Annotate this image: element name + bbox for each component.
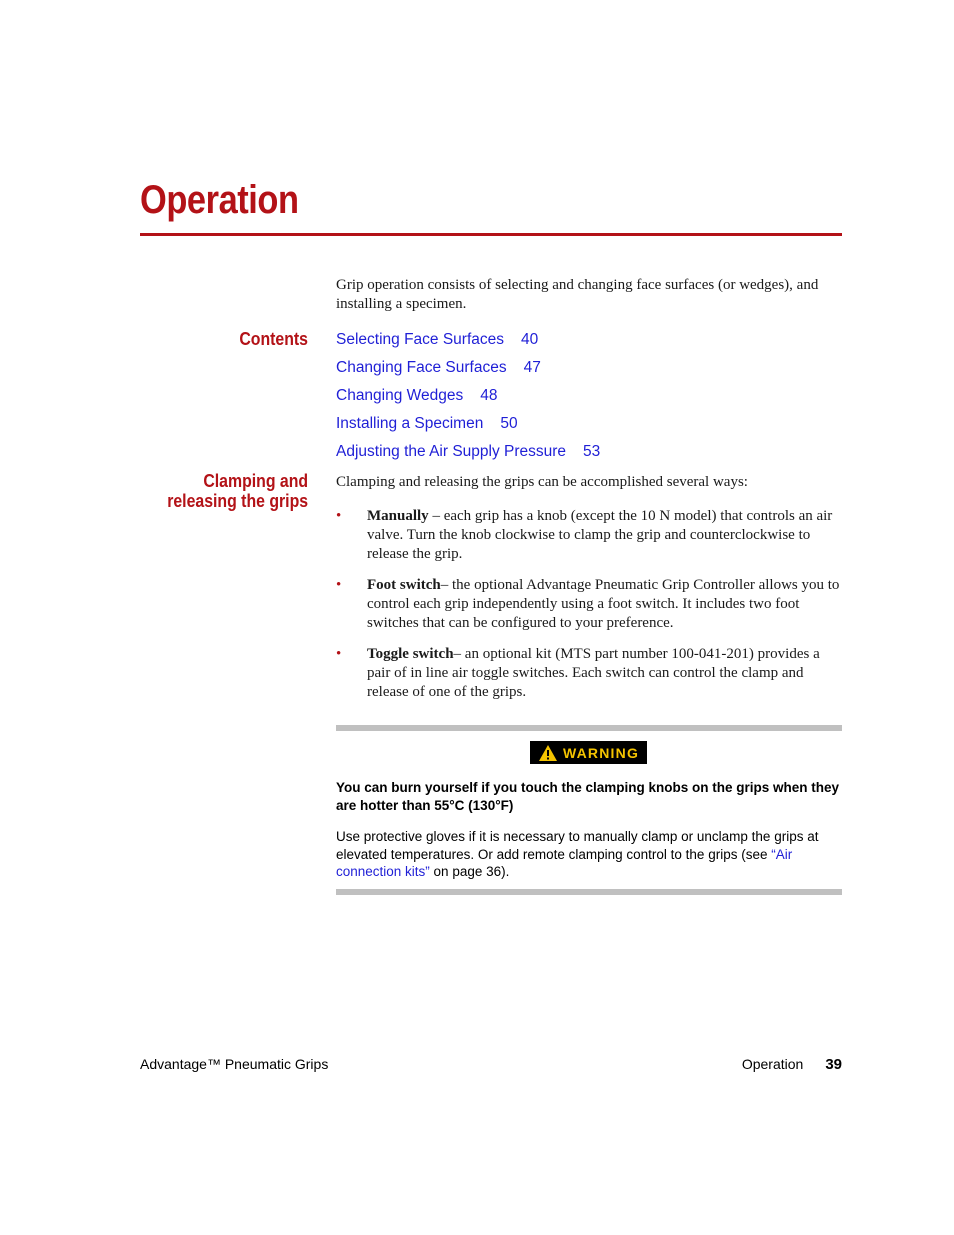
clamping-methods-list (336, 507, 842, 714)
warning-body: Use protective gloves if it is necessary to manually clamp or unclamp the grips at elevated temperatures. Or add remote clamping control to the grips (see “Air connection kits” on page 36). (336, 829, 819, 879)
bullet-text: – an optional kit (MTS part number 100-041-201) provides a pair of in line air toggle switches. Each switch can control the clamp and release of one of the grips. (367, 646, 820, 700)
contents-heading: Contents (239, 329, 308, 349)
warning-badge (530, 741, 647, 764)
page-title: Operation (140, 178, 299, 222)
footer-book-title: Advantage™ Pneumatic Grips (140, 1056, 329, 1072)
toc-link-installing-a-specimen[interactable]: Installing a Specimen 50 (336, 415, 518, 432)
intro-paragraph: Grip operation consists of selecting and changing face surfaces (or wedges), and installing a specimen. (336, 277, 819, 312)
clamping-intro: Clamping and releasing the grips can be accomplished several ways: (336, 474, 748, 490)
bullet-term: Toggle switch (367, 646, 454, 662)
bullet-icon: • (336, 508, 342, 524)
clamping-heading-line1: Clamping and (203, 471, 308, 491)
warning-bottom-rule (336, 889, 842, 895)
warning-headline: You can burn yourself if you touch the clamping knobs on the grips when they are hotter than 55°C (130°F) (336, 780, 840, 813)
page-number: 39 (825, 1056, 842, 1073)
warning-triangle-icon (538, 744, 558, 762)
list-item (336, 645, 842, 702)
bullet-term: Foot switch (367, 577, 441, 593)
toc-link-changing-wedges[interactable]: Changing Wedges 48 (336, 387, 498, 404)
list-item (336, 576, 842, 633)
bullet-icon: • (336, 646, 342, 662)
bullet-term: Manually (367, 508, 429, 524)
toc-link-adjusting-air-supply-pressure[interactable]: Adjusting the Air Supply Pressure 53 (336, 443, 601, 460)
title-rule (140, 233, 842, 236)
toc-link-changing-face-surfaces[interactable]: Changing Face Surfaces 47 (336, 359, 541, 376)
clamping-heading (167, 471, 308, 511)
contents-list (336, 329, 600, 469)
toc-link-selecting-face-surfaces[interactable]: Selecting Face Surfaces 40 (336, 331, 539, 348)
clamping-heading-line2: releasing the grips (167, 491, 308, 511)
warning-top-rule (336, 725, 842, 731)
list-item (336, 507, 842, 564)
footer-section-name: Operation (741, 1056, 804, 1072)
bullet-text: – each grip has a knob (except the 10 N model) that controls an air valve. Turn the knob clockwise to clamp the grip and counterclockwise to release the grip. (367, 508, 833, 562)
footer-section (742, 1056, 842, 1073)
bullet-text: – the optional Advantage Pneumatic Grip Controller allows you to control each grip independently using a foot switch. It includes two foot switches that can be configured to your preference. (367, 577, 840, 631)
warning-label: WARNING (562, 744, 640, 761)
air-connection-kits-link[interactable]: “Air connection kits” (336, 846, 793, 879)
bullet-icon: • (336, 577, 342, 593)
